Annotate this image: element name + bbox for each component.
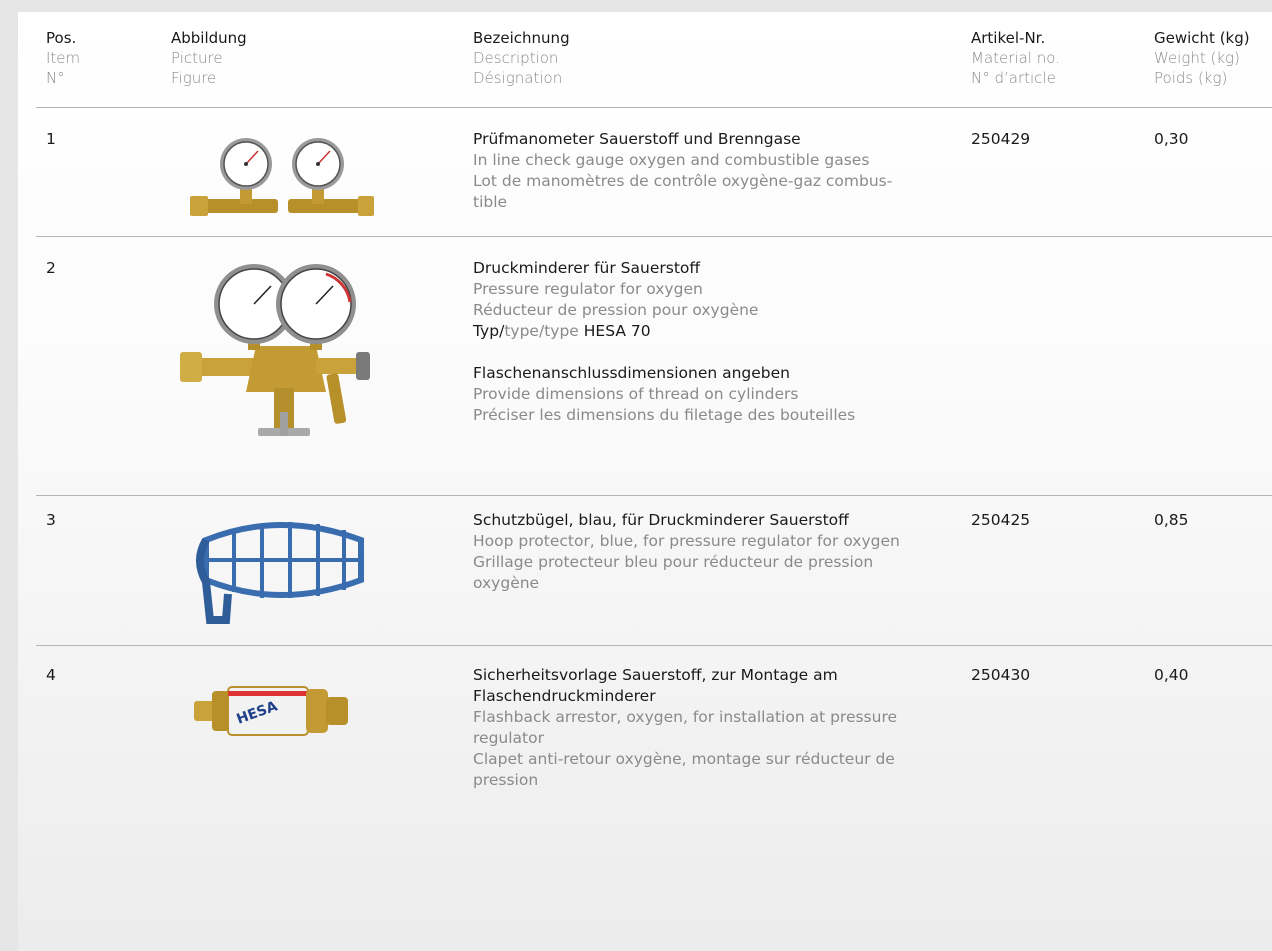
spacer (473, 342, 963, 363)
type-sep: / (538, 322, 545, 340)
header-picture-fr: Figure (171, 69, 217, 87)
header-weight (1154, 28, 1250, 88)
header-picture-de: Abbildung (171, 29, 247, 47)
desc-en-line1: Flashback arrestor, oxygen, for installation at pressure (473, 708, 898, 726)
desc-type (473, 321, 963, 342)
row-divider (36, 495, 1272, 496)
header-article-fr: N° d’article (971, 69, 1056, 87)
row-divider (36, 645, 1272, 646)
header-description (473, 28, 570, 88)
row-description (473, 510, 963, 594)
desc-fr-line2: tible (473, 193, 508, 211)
desc-en: In line check gauge oxygen and combustible gases (473, 151, 870, 169)
row-weight: 0,40 (1154, 666, 1189, 684)
arrestor-label-text: HESA (234, 698, 280, 728)
hoop-protector-image (186, 510, 376, 630)
desc-fr-line1: Clapet anti-retour oxygène, montage sur réducteur de (473, 750, 895, 768)
desc-fr-line1: Grillage protecteur bleu pour réducteur de pression (473, 553, 874, 571)
header-weight-fr: Poids (kg) (1154, 69, 1228, 87)
pressure-regulator-image (176, 262, 386, 462)
desc-de: Prüfmanometer Sauerstoff und Brenngase (473, 130, 801, 148)
header-divider (36, 107, 1272, 108)
row-pos: 2 (46, 259, 56, 277)
row-pos: 1 (46, 130, 56, 148)
header-picture-en: Picture (171, 49, 223, 67)
row-description (473, 665, 963, 791)
row-pos: 3 (46, 511, 56, 529)
type-fr: type (544, 322, 579, 340)
row-article-number: 250425 (971, 511, 1031, 529)
header-pos (46, 28, 80, 88)
desc-de-line2: Flaschendruckminderer (473, 687, 656, 705)
header-article-de: Artikel-Nr. (971, 29, 1046, 47)
header-article-en: Material no. (971, 49, 1060, 67)
desc-en-line2: regulator (473, 729, 544, 747)
header-weight-de: Gewicht (kg) (1154, 29, 1250, 47)
desc-fr-line2: oxygène (473, 574, 540, 592)
header-pos-en: Item (46, 49, 81, 67)
row-article-number: 250429 (971, 130, 1031, 148)
header-weight-en: Weight (kg) (1154, 49, 1240, 67)
row-weight: 0,85 (1154, 511, 1189, 529)
type-value: HESA 70 (583, 322, 651, 340)
desc-en: Pressure regulator for oxygen (473, 280, 703, 298)
header-description-fr: Désignation (473, 69, 563, 87)
row-description (473, 129, 963, 213)
type-en: type (504, 322, 539, 340)
desc-de: Druckminderer für Sauerstoff (473, 259, 701, 277)
desc-fr: Réducteur de pression pour oxygène (473, 301, 759, 319)
desc-fr-line2: pression (473, 771, 539, 789)
row-description (473, 258, 963, 426)
header-description-en: Description (473, 49, 559, 67)
header-article (971, 28, 1060, 88)
desc-en: Hoop protector, blue, for pressure regulator for oxygen (473, 532, 900, 550)
note-de: Flaschenanschlussdimensionen angeben (473, 364, 791, 382)
desc-de-line1: Sicherheitsvorlage Sauerstoff, zur Montage am (473, 666, 838, 684)
header-pos-fr: N° (46, 69, 65, 87)
desc-fr-line1: Lot de manomètres de contrôle oxygène-gaz combus- (473, 172, 893, 190)
type-de: Typ (473, 322, 500, 340)
row-divider (36, 236, 1272, 237)
note-fr: Préciser les dimensions du filetage des bouteilles (473, 406, 856, 424)
row-article-number: 250430 (971, 666, 1031, 684)
header-description-de: Bezeichnung (473, 29, 570, 47)
note-en: Provide dimensions of thread on cylinders (473, 385, 799, 403)
header-picture (171, 28, 247, 88)
row-pos: 4 (46, 666, 56, 684)
row-weight: 0,30 (1154, 130, 1189, 148)
header-pos-de: Pos. (46, 29, 77, 47)
desc-de: Schutzbügel, blau, für Druckminderer Sauerstoff (473, 511, 849, 529)
type-sep: / (499, 322, 505, 340)
gauge-pair-image (188, 129, 378, 229)
flashback-arrestor-image (190, 671, 360, 747)
catalog-page (18, 12, 1272, 951)
